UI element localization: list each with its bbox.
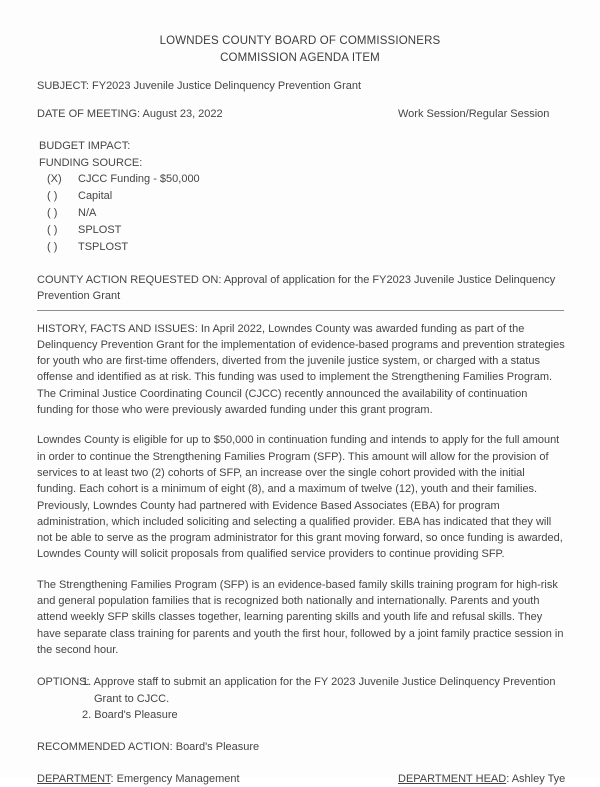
funding-source-label: FUNDING SOURCE: <box>39 156 143 169</box>
department-head-value: : Ashley Tye <box>506 773 566 786</box>
funding-option-label: SPLOST <box>78 224 122 236</box>
department-head-line <box>398 771 565 787</box>
checkbox-mark: ( ) <box>47 207 58 219</box>
date-of-meeting-line: DATE OF MEETING: August 23, 2022 <box>37 108 223 120</box>
funding-option-capital[interactable] <box>37 188 565 205</box>
funding-option-label: CJCC Funding - $50,000 <box>78 173 200 185</box>
meeting-row <box>37 106 565 122</box>
checkbox-mark: ( ) <box>47 224 58 236</box>
options-section <box>37 674 565 723</box>
document-body <box>37 78 565 787</box>
funding-option-cjcc[interactable] <box>37 171 565 188</box>
header-line-agenda: COMMISSION AGENDA ITEM <box>220 52 380 64</box>
history-paragraph-3: The Strengthening Families Program (SFP) is an evidence-based family skills training program for high-risk and general population families that is recognized both nationally and internationally. Parents and youth attend weekly SFP skills classes together, learning parenting skills and youth life and refusal skills. They have separate class training for parents and youth the first hour, followed by a joint family practice session in the second hour. <box>37 578 564 656</box>
document-header <box>0 33 600 67</box>
options-label: OPTIONS: <box>37 676 90 689</box>
department-value: : Emergency Management <box>110 773 240 786</box>
history-paragraph-2: Lowndes County is eligible for up to $50,000 in continuation funding and intends to apply for the full amount in order to continue the Strengthening Families Program (SFP). This amount will allow for the provision of services to at least two (2) cohorts of SFP, an increase over the single cohort provided with the initial funding. Each cohort is a minimum of eight (8), and a maximum of twelve (12), youth and their families. Previously, Lowndes County had partnered with Evidence Based Associates (EBA) for program administration, which included soliciting and selecting a qualified provider. EBA has indicated that they will not be able to serve as the program administrator for this grant moving forward, so once funding is awarded, Lowndes County will solicit proposals from qualified service providers to continue providing SFP. <box>37 434 563 561</box>
funding-option-splost[interactable] <box>37 222 565 239</box>
subject-line: SUBJECT: FY2023 Juvenile Justice Delinquency Prevention Grant <box>37 80 362 92</box>
options-list <box>37 674 565 723</box>
session-type-line: Work Session/Regular Session <box>398 108 550 120</box>
recommended-action: RECOMMENDED ACTION: Board's Pleasure <box>37 741 260 754</box>
department-head-label: DEPARTMENT HEAD <box>398 773 507 786</box>
option-item-1: 1. Approve staff to submit an application for the FY 2023 Juvenile Justice Delinquency Prevention Grant to CJCC. <box>82 676 556 705</box>
checkbox-mark: ( ) <box>47 190 58 202</box>
checkbox-mark: ( ) <box>47 241 58 253</box>
option-item-2: 2. Board's Pleasure <box>82 708 178 721</box>
county-action-requested: COUNTY ACTION REQUESTED ON: Approval of application for the FY2023 Juvenile Justice Delinquency Prevention Grant <box>37 274 556 303</box>
funding-option-tsplost[interactable] <box>37 239 565 256</box>
funding-option-label: TSPLOST <box>78 241 129 253</box>
checkbox-mark: (X) <box>47 173 62 185</box>
funding-source-options <box>37 171 565 256</box>
budget-impact-label: BUDGET IMPACT: <box>39 140 131 152</box>
funding-option-label: N/A <box>78 207 97 219</box>
department-label: DEPARTMENT <box>37 773 111 786</box>
footer-row <box>37 771 565 787</box>
history-paragraph-1: HISTORY, FACTS AND ISSUES: In April 2022, Lowndes County was awarded funding as part of the Delinquency Prevention Grant for the implementation of evidence-based programs and prevention strategies for youth who are first-time offenders, diverted from the juvenile justice system, or charged with a status offense and identified as at risk. This funding was used to implement the Strengthening Families Program. The Criminal Justice Coordinating Council (CJCC) recently announced the availability of continuation funding for those who were previously awarded funding under this grant program. <box>37 322 565 417</box>
header-line-board: LOWNDES COUNTY BOARD OF COMMISSIONERS <box>159 35 441 47</box>
funding-option-na[interactable] <box>37 205 565 222</box>
funding-option-label: Capital <box>78 190 113 202</box>
